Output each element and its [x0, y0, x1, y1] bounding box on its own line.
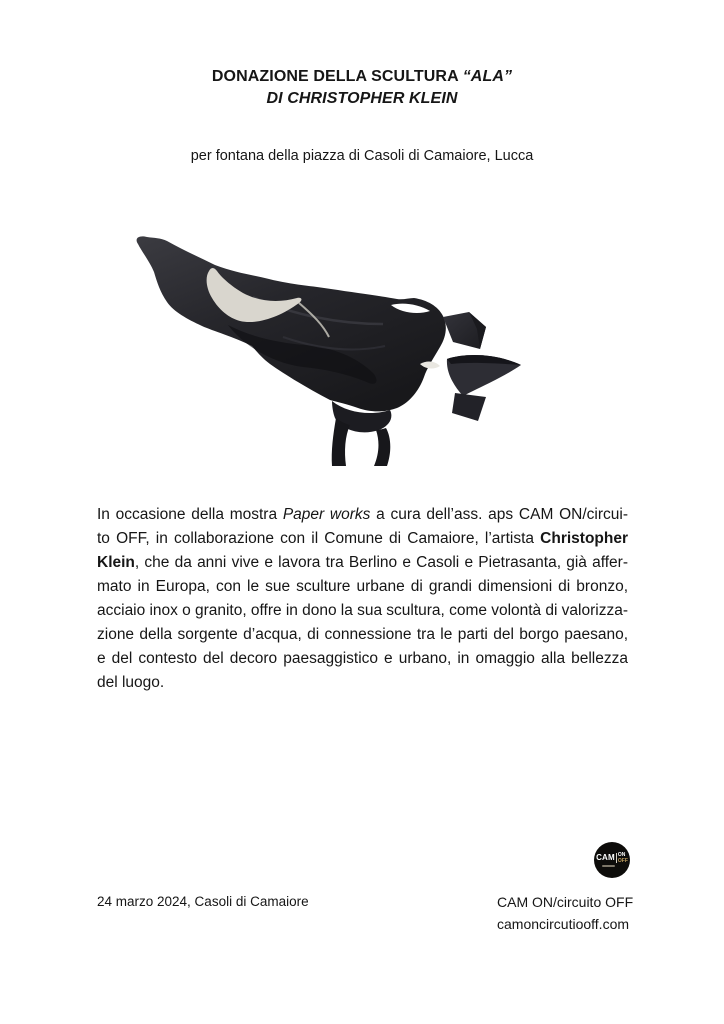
document-subtitle: per fontana della piazza di Casoli di Camaiore, Lucca: [190, 148, 534, 164]
logo-divider: [616, 853, 617, 863]
logo-cam-text: CAM: [596, 853, 615, 863]
title-line-1: [0, 66, 724, 88]
paragraph-line: [97, 599, 628, 623]
logo-off-text: OFF: [617, 857, 628, 864]
footer-org-website: camoncircutiooff.com: [497, 916, 630, 932]
paragraph-line: [97, 671, 628, 695]
sculpture-facet-lower: [452, 393, 486, 421]
title-text: DONAZIONE DELLA SCULTURA: [211, 68, 463, 85]
text-segment: to OFF, in collaborazione con il Comune di Camaiore, l’artista: [97, 530, 541, 547]
text-segment: zione della sorgente d’acqua, di connessione tra le parti del borgo paesano,: [97, 626, 628, 643]
text-segment: , che da anni vive e lavora tra Berlino e Casoli e Pietrasanta, già affer-: [134, 554, 628, 571]
cam-on-off-logo: [594, 842, 630, 878]
paragraph-line: [97, 503, 628, 527]
logo-text-row: [596, 853, 628, 864]
paragraph-line: [97, 527, 628, 551]
text-segment: del luogo.: [97, 674, 165, 691]
text-segment: acciaio inox o granito, offre in dono la sua scultura, come volontà di valorizza-: [97, 602, 628, 619]
footer-organization: [497, 891, 633, 935]
sculpture-photo: [133, 225, 523, 470]
text-segment-bold: Christopher: [540, 530, 628, 547]
text-segment: a cura dell’ass. aps CAM ON/circui-: [370, 506, 628, 523]
sculpture-left-leg: [332, 418, 350, 466]
document-title: [0, 66, 724, 110]
text-segment-italic: Paper works: [282, 506, 371, 523]
sculpture-wing-body: [137, 236, 446, 411]
paragraph-line: [97, 551, 628, 575]
paragraph-line: [97, 623, 628, 647]
title-line-2: DI CHRISTOPHER KLEIN: [266, 90, 458, 107]
paragraph-line: [97, 575, 628, 599]
paragraph-line: [97, 647, 628, 671]
text-segment: mato in Europa, con le sue sculture urbane di grandi dimensioni di bronzo,: [97, 578, 628, 595]
body-paragraph: [97, 503, 628, 695]
text-segment: In occasione della mostra: [97, 506, 283, 523]
sculpture-right-leg: [374, 428, 390, 466]
footer-date-place: 24 marzo 2024, Casoli di Camaiore: [97, 894, 309, 909]
text-segment: e del contesto del decoro paesaggistico e urbano, in omaggio alla bellezza: [97, 650, 628, 667]
title-emphasis-ala: “ALA”: [462, 68, 513, 85]
footer-org-name: CAM ON/circuito OFF: [497, 894, 634, 910]
logo-small-print: [602, 865, 615, 867]
text-segment-bold: Klein: [97, 554, 135, 571]
logo-on-text: ON: [617, 851, 626, 858]
